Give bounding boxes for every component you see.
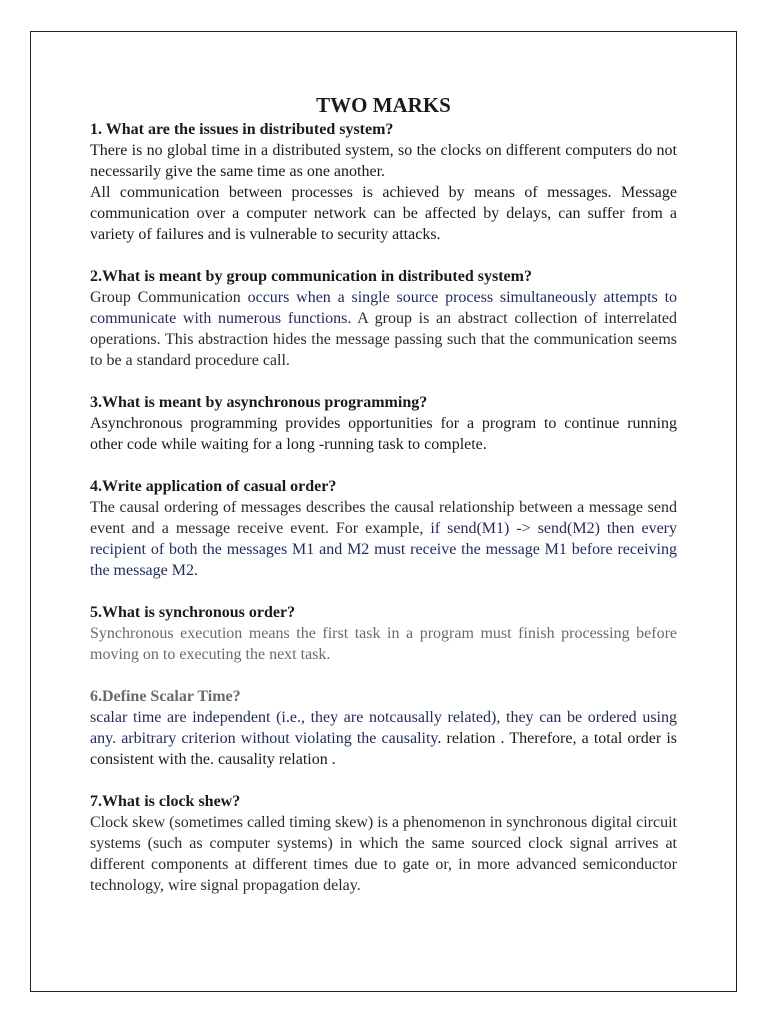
- answer-2-part-1: Group Communication: [90, 289, 248, 306]
- answer-5: Synchronous execution means the first task in a program must finish processing before moving on to executing the next task.: [90, 625, 677, 663]
- answer-2-part-2: occurs when a single source process simultaneously attempts to communicate with numerous functions: [90, 289, 678, 327]
- question-2: 2.What is meant by group communication in distributed system?: [90, 268, 532, 285]
- answer-2: [90, 287, 677, 371]
- answer-6: [90, 707, 677, 770]
- answer-6-part-1: scalar time are independent (i.e., they are notcausally related), they can be ordered using any. arbitrary criterion without violating the causality: [90, 709, 677, 747]
- answer-6-part-2: . relation . Therefore, a total order is consistent with the. causality relation .: [90, 730, 678, 768]
- question-4: 4.Write application of casual order?: [90, 478, 337, 495]
- document-body: [90, 93, 677, 896]
- answer-4-part-1: The causal ordering of messages describes the causal relationship between a message send event and a message receive event. For example,: [90, 499, 677, 537]
- question-5: 5.What is synchronous order?: [90, 604, 296, 621]
- answer-1-paragraph-1: There is no global time in a distributed system, so the clocks on different computers do not necessarily give the same time as one another.: [90, 142, 677, 180]
- document-title: TWO MARKS: [316, 93, 451, 117]
- answer-2-part-3: . A group is an abstract collection of interrelated operations. This abstraction hides the message passing such that the communication seems to be a standard procedure call.: [90, 310, 678, 369]
- question-3: 3.What is meant by asynchronous programming?: [90, 394, 428, 411]
- answer-4-part-3: .: [193, 562, 198, 579]
- answer-3: Asynchronous programming provides opportunities for a program to continue running other code while waiting for a long -running task to complete.: [90, 415, 677, 453]
- question-1: 1. What are the issues in distributed system?: [90, 121, 394, 138]
- answer-1-paragraph-2: All communication between processes is achieved by means of messages. Message communication over a computer network can be affected by delays, can suffer from a variety of failures and is vulnerable to security attacks.: [90, 184, 677, 243]
- question-6: 6.Define Scalar Time?: [90, 688, 241, 705]
- answer-7: Clock skew (sometimes called timing skew) is a phenomenon in synchronous digital circuit systems (such as computer systems) in which the same sourced clock signal arrives at different components at different times due to gate or, in more advanced semiconductor technology, wire signal propagation delay.: [90, 814, 677, 894]
- answer-4: [90, 497, 677, 581]
- answer-4-part-2: if send(M1) -> send(M2) then every recipient of both the messages M1 and M2 must receive the message M1 before receiving the message M2: [90, 520, 677, 579]
- question-7: 7.What is clock shew?: [90, 793, 241, 810]
